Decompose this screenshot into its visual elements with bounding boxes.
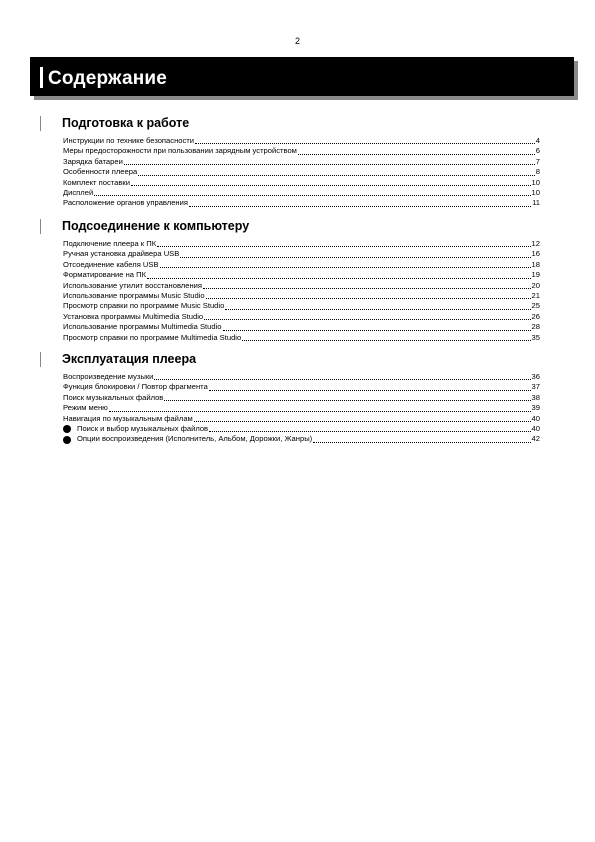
toc-entry[interactable]: [63, 188, 540, 198]
toc-entry[interactable]: [63, 312, 540, 322]
toc-entry-page: 11: [532, 198, 540, 208]
toc-entry-page: 37: [531, 382, 540, 392]
toc-section: [40, 352, 540, 445]
toc-entry-label: Использование программы Music Studio: [63, 290, 205, 300]
toc-entry-list: [63, 239, 540, 343]
section-header: [40, 116, 540, 136]
dot-leader: [164, 393, 530, 401]
section-marker: [40, 219, 41, 234]
toc-entry-page: 36: [531, 372, 540, 381]
toc-entry[interactable]: [63, 249, 540, 259]
dot-leader: [206, 291, 531, 299]
page-title: Содержание: [48, 68, 168, 89]
dot-leader: [124, 157, 535, 165]
toc-entry[interactable]: [63, 239, 540, 249]
toc-entry[interactable]: [63, 157, 540, 167]
toc-entry-page: 4: [535, 136, 540, 145]
dot-leader: [180, 250, 530, 258]
toc-entry-label: Навигация по музыкальным файлам: [63, 413, 193, 423]
section-marker: [40, 116, 41, 131]
toc-entry[interactable]: [63, 434, 540, 444]
toc-entry-label: Дисплей: [63, 187, 94, 197]
toc-entry-label: Режим меню: [63, 403, 108, 413]
dot-leader: [160, 260, 531, 268]
toc-entry-label: Поиск музыкальных файлов: [63, 392, 164, 402]
toc-entry-page: 39: [531, 403, 540, 413]
title-accent: [40, 67, 43, 88]
toc-entry-page: 8: [535, 167, 540, 177]
bullet-icon: [63, 425, 71, 433]
dot-leader: [138, 168, 535, 176]
dot-leader: [147, 271, 531, 279]
page-number: 2: [294, 36, 300, 46]
section-marker: [40, 352, 41, 367]
toc-entry-page: 10: [531, 177, 540, 187]
dot-leader: [313, 435, 530, 443]
toc-entry-label: Просмотр справки по программе Multimedia Studio: [63, 332, 242, 342]
dot-leader: [189, 199, 531, 207]
toc-entry[interactable]: [63, 301, 540, 311]
toc-entry[interactable]: [63, 136, 540, 146]
toc-entry-label: Комплект поставки: [63, 177, 130, 187]
toc-entry-list: [63, 372, 540, 445]
toc-entry-page: 19: [531, 270, 540, 280]
section-title: Эксплуатация плеера: [62, 352, 197, 366]
toc-entry[interactable]: [63, 333, 540, 343]
toc-entry-label: Отсоединение кабеля USB: [63, 259, 159, 269]
toc-entry[interactable]: [63, 322, 540, 332]
toc-section: [40, 116, 540, 209]
toc-entry-label: Меры предосторожности при пользовании зарядным устройством: [63, 146, 297, 156]
toc-entry-label: Зарядка батареи: [63, 156, 123, 166]
toc-entry-page: 10: [531, 187, 540, 197]
toc-entry-page: 42: [531, 434, 540, 444]
toc-entry-label: Просмотр справки по программе Music Studio: [63, 301, 225, 311]
toc-entry[interactable]: [63, 281, 540, 291]
toc-entry-page: 35: [531, 332, 540, 342]
dot-leader: [94, 188, 530, 196]
dot-leader: [109, 404, 531, 412]
toc-entry-label: Опции воспроизведения (Исполнитель, Альбом, Дорожки, Жанры): [77, 434, 313, 444]
toc-entry-label: Использование программы Multimedia Studio: [63, 322, 222, 332]
toc-entry-label: Установка программы Multimedia Studio: [63, 311, 204, 321]
toc-entry-page: 7: [535, 156, 540, 166]
toc-entry[interactable]: [63, 146, 540, 156]
toc-section: [40, 219, 540, 343]
toc-entry-list: [63, 136, 540, 209]
bullet-icon: [63, 436, 71, 444]
toc-entry-label: Использование утилит восстановления: [63, 280, 203, 290]
dot-leader: [131, 178, 531, 186]
toc-entry-label: Ручная установка драйвера USB: [63, 249, 180, 259]
toc-entry-page: 21: [531, 290, 540, 300]
toc-entry[interactable]: [63, 291, 540, 301]
toc-entry-label: Подключение плеера к ПК: [63, 239, 157, 248]
toc-entry-page: 40: [531, 423, 540, 433]
toc-entry-label: Инструкции по технике безопасности: [63, 136, 194, 145]
dot-leader: [157, 239, 530, 247]
dot-leader: [194, 414, 531, 422]
dot-leader: [298, 147, 535, 155]
dot-leader: [242, 333, 530, 341]
dot-leader: [209, 383, 531, 391]
toc-entry[interactable]: [63, 178, 540, 188]
toc-entry[interactable]: [63, 403, 540, 413]
toc-entry-label: Расположение органов управления: [63, 198, 188, 208]
toc-entry-page: 25: [531, 301, 540, 311]
toc-entry[interactable]: [63, 270, 540, 280]
title-bar: [30, 57, 574, 96]
toc-entry[interactable]: [63, 198, 540, 208]
toc-entry-page: 20: [531, 280, 540, 290]
toc-entry-page: 18: [531, 259, 540, 269]
toc-entry[interactable]: [63, 414, 540, 424]
section-title: Подготовка к работе: [62, 116, 190, 130]
toc-entry-label: Воспроизведение музыки: [63, 372, 154, 381]
toc-entry-label: Функция блокировки / Повтор фрагмента: [63, 382, 208, 392]
toc-entry-page: 40: [531, 413, 540, 423]
toc-entry-page: 26: [531, 311, 540, 321]
section-header: [40, 352, 540, 372]
section-title: Подсоединение к компьютеру: [62, 219, 250, 233]
toc-entry-page: 16: [531, 249, 540, 259]
dot-leader: [204, 312, 530, 320]
toc-entry[interactable]: [63, 382, 540, 392]
toc-entry-label: Форматирование на ПК: [63, 270, 147, 280]
toc-entry[interactable]: [63, 424, 540, 434]
toc-entry-label: Поиск и выбор музыкальных файлов: [77, 423, 209, 433]
dot-leader: [195, 136, 535, 144]
dot-leader: [154, 372, 530, 380]
dot-leader: [209, 424, 530, 432]
section-header: [40, 219, 540, 239]
dot-leader: [223, 323, 531, 331]
toc-entry-page: 6: [535, 146, 540, 156]
toc-entry[interactable]: [63, 167, 540, 177]
toc-entry-page: 38: [531, 392, 540, 402]
dot-leader: [203, 281, 531, 289]
toc-entry-page: 28: [531, 322, 540, 332]
toc-entry-page: 12: [531, 239, 540, 248]
toc-entry[interactable]: [63, 393, 540, 403]
dot-leader: [225, 302, 530, 310]
toc-entry[interactable]: [63, 372, 540, 382]
toc-entry[interactable]: [63, 260, 540, 270]
toc-entry-label: Особенности плеера: [63, 167, 138, 177]
